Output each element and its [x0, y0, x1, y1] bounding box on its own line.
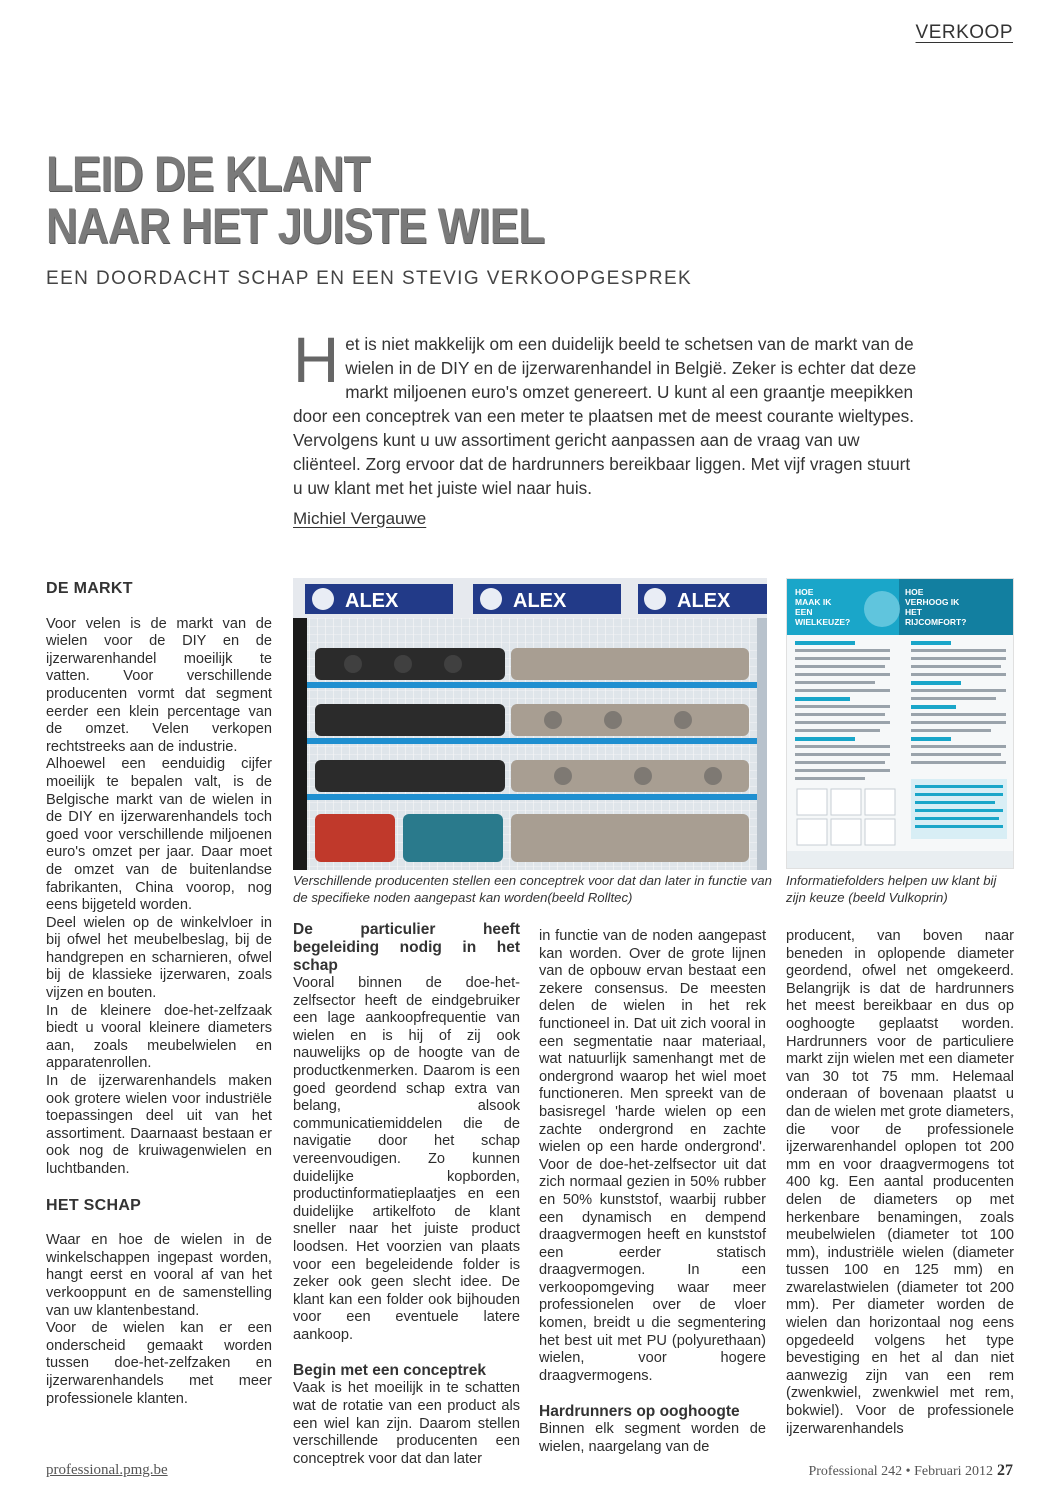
title-line-2: NAAR HET JUISTE WIEL: [46, 198, 545, 254]
intro-paragraph: [293, 324, 923, 500]
heading-schap: HET SCHAP: [46, 1196, 142, 1214]
column-1: [46, 580, 272, 1408]
folder-illustration: [787, 579, 1013, 868]
subheading: De particulier heeft begeleiding nodig in het schap: [293, 921, 520, 974]
paragraph: Waar en hoe de wielen in de winkelschappen ingepast worden, hangt eerst en vooral af van het verkooppunt en de samenstelling van uw klantenbestand.: [46, 1232, 272, 1319]
shelving-photo: [293, 578, 767, 870]
heading-markt: DE MARKT: [46, 580, 133, 597]
paragraph: Voor velen is de markt van de wielen voor de DIY en de ijzerwarenhandel moeilijk te vatten. Voor verschillende producenten vormt dat segment eerder een klein percentage van de omzet. Velen verkopen rechtstreeks aan de industrie.: [46, 615, 272, 755]
paragraph: Binnen elk segment worden de wielen, naargelang van de: [539, 1421, 766, 1456]
column-4: [786, 928, 1014, 1438]
brand-label: ALEX: [513, 590, 567, 612]
section-tag: VERKOOP: [915, 22, 1013, 43]
page-title: [46, 148, 662, 252]
subtitle: EEN DOORDACHT SCHAP EN EEN STEVIG VERKOOPGESPREK: [46, 268, 693, 289]
svg-text:HOEVERHOOG IKHETRIJCOMFORT?: HOE VERHOOG IK HET RIJCOMFORT?: [905, 587, 967, 627]
website-link[interactable]: professional.pmg.be: [46, 1462, 168, 1478]
subheading: Begin met een conceptrek: [293, 1362, 486, 1380]
paragraph: Voor de wielen kan er een onderscheid gemaakt worden tussen doe-het-zelfzaken en ijzerwarenhandels met meer professionele klanten.: [46, 1320, 272, 1407]
author-link[interactable]: Michiel Vergauwe: [293, 509, 427, 528]
column-2: [293, 921, 520, 1468]
column-3: [539, 928, 766, 1457]
page-number: 27: [997, 1462, 1013, 1479]
photo-caption: Verschillende producenten stellen een conceptrek voor dat dan later in functie van de specifieke noden aangepast kan worden(beeld Rolltec): [293, 873, 772, 905]
paragraph: Vooral binnen de doe-het-zelfsector heeft de eindgebruiker een lage aankoopfrequentie van wielen en is hij of zij ook nauwelijks op de hoogte van de productkenmerken. Daarom is een goed geordend schap extra van belang, alsook communicatiemiddelen die de navigatie door het schap vereenvoudigen. Zo kunnen duidelijke kopborden, productinformatieplaatjes en een duidelijke artikelfoto de klant sneller naar het juiste product loodsen. Het voorzien van plaats voor een begeleidende folder is zeker ook geen slecht idee. De klant kan een folder ook bijhouden voor een eventuele latere aankoop.: [293, 975, 520, 1343]
photo-caption: Informatiefolders helpen uw klant bij zijn keuze (beeld Vulkoprin): [786, 873, 997, 905]
footer-issue: [808, 1462, 1013, 1480]
paragraph: In de ijzerwarenhandels maken ook grotere wielen voor industriële toepassingen deel uit van het assortiment. Daarnaast bestaan er ook nog de kruiwagenwielen en luchtbanden.: [46, 1073, 272, 1177]
paragraph: Vaak is het moeilijk in te schatten wat de rotatie van een product als een wiel kan zijn. Daarom stellen verschillende producenten een conceptrek voor dat dan later: [293, 1380, 520, 1467]
paragraph: In de kleinere doe-het-zelfzaak biedt u vooral kleinere diameters aan, zoals meubelwielen en apparatenrollen.: [46, 1002, 272, 1072]
paragraph: Alhoewel een eenduidig cijfer moeilijk te bepalen valt, is de Belgische markt van de wielen in de DIY en ijzerwarenhandels toch goed voor verschillende miljoenen euro's omzet per jaar. Daar moet de omzet van de buitenlandse fabrikanten, China voorop, nog eens bijgeteld worden.: [46, 756, 272, 914]
intro-text: et is niet makkelijk om een duidelijk beeld te schetsen van de markt van de wielen in de DIY en de ijzerwarenhandel in België. Zeker is echter dat deze markt miljoenen euro's omzet genereert. U kunt al een graantje meepikken door een conceptrek van een meter te plaatsen met de meest courante wieltypes. Vervolgens kunt u uw assortiment gericht aanpassen aan de vraag van uw cliënteel. Zorg ervoor dat de hardrunners bereikbaar liggen. Met vijf vragen stuurt u uw klant met het juiste wiel naar huis.: [293, 334, 917, 498]
brand-label: ALEX: [677, 590, 731, 612]
paragraph: in functie van de noden aangepast kan worden. Over de grote lijnen van de opbouw ervan bestaat een zekere consensus. De meesten delen de wielen in het rek functioneel in. Dat uit zich vooral in een segmentatie naar materiaal, wat natuurlijk samenhangt met de ondergrond waarop het wiel moet functioneren. Men spreekt van de basisregel 'harde wielen op een zachte ondergrond en zachte wielen op een harde ondergrond'. Voor de doe-het-zelfsector uit dat zich normaal gezien in 50% rubber en 50% kunststof, waarbij rubber een dynamisch en dempend draagvermogen heeft en kunststof een eerder statisch draagvermogen. In een verkoopomgeving waar meer professionelen over de vloer komen, breidt u die segmentering het best uit met PU (polyurethaan) wielen, voor hogere draagvermogens.: [539, 928, 766, 1384]
svg-text:HOEMAAK IKEENWIELKEUZE?: HOE MAAK IK EEN WIELKEUZE?: [795, 587, 851, 627]
paragraph: Deel wielen op de winkelvloer in bij ofwel het meubelbeslag, bij de handgrepen en scharnieren, ofwel bij de klassieke ijzerwaren, zoals vijzen en bouten.: [46, 914, 272, 1002]
dropcap: H: [293, 324, 340, 396]
subheading: Hardrunners op ooghoogte: [539, 1403, 740, 1421]
shelving-illustration: [293, 578, 767, 870]
issue-label: Professional 242 • Februari 2012: [808, 1464, 993, 1479]
paragraph: producent, van boven naar beneden in oplopende diameter geordend, ofwel net omgekeerd. Belangrijk is dat de hardrunners het meest bereikbaar en dus op ooghoogte geplaatst worden. Hardrunners voor de particuliere markt zijn wielen met een diameter van 30 tot 75 mm. Helemaal onderaan of bovenaan plaatst u dan de wielen met grote diameters, die voor de professionele ijzerwarenhandel oplopen tot 200 mm en voor draagvermogens tot 400 kg. Een aantal producenten delen de diameters op met herkenbare benamingen, zoals meubelwielen (diameter tot 100 mm), industriële wielen (diameter tussen 100 en 125 mm) en zwarelastwielen (diameter tot 200 mm). Per diameter worden de wielen dan horizontaal nog eens opgedeeld volgens het type bevestiging en het al dan niet aanwezig zijn van een rem (zwenkwiel, zwenkwiel met rem, bokwiel). Voor de professionele ijzerwarenhandels: [786, 928, 1014, 1437]
title-line-1: LEID DE KLANT: [46, 146, 370, 202]
brand-label: ALEX: [345, 590, 399, 612]
folder-photo: [786, 578, 1014, 869]
